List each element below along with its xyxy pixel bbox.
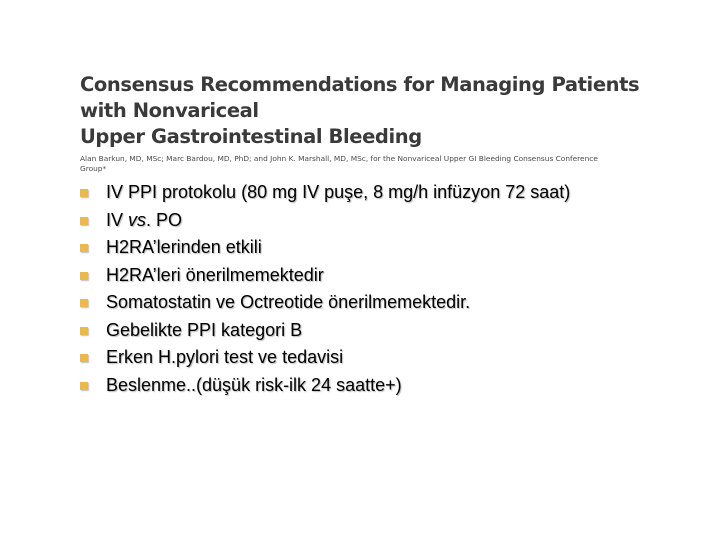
square-bullet-icon bbox=[80, 327, 88, 335]
bullet-text: Beslenme..(düşük risk-ilk 24 saatte+) bbox=[106, 374, 402, 395]
bullet-item bbox=[80, 234, 700, 262]
paper-title bbox=[80, 72, 640, 150]
square-bullet-icon bbox=[80, 354, 88, 362]
bullet-text: H2RA’leri önerilmemektedir bbox=[106, 264, 324, 285]
paper-title-line-2: Upper Gastrointestinal Bleeding bbox=[80, 125, 422, 148]
bullet-text: Erken H.pylori test ve tedavisi bbox=[106, 347, 344, 367]
bullet-text: Gebelikte PPI kategori B bbox=[106, 319, 303, 340]
bullet-text-italic: vs bbox=[128, 209, 147, 230]
bullet-item bbox=[80, 207, 700, 235]
square-bullet-icon bbox=[80, 244, 88, 252]
paper-authors: Alan Barkun, MD, MSc; Marc Bardou, MD, PhD; and John K. Marshall, MD, MSc, for the Nonvariceal Upper GI Bleeding Consensus Conference Group* bbox=[80, 154, 598, 173]
square-bullet-icon bbox=[80, 272, 88, 280]
bullet-item bbox=[80, 317, 700, 345]
square-bullet-icon bbox=[80, 189, 88, 197]
bullet-list bbox=[80, 179, 700, 399]
bullet-item bbox=[80, 344, 700, 372]
paper-title-line-1: Consensus Recommendations for Managing Patients with Nonvariceal bbox=[80, 73, 640, 122]
paper-header bbox=[80, 72, 640, 174]
bullet-item bbox=[80, 179, 700, 207]
square-bullet-icon bbox=[80, 382, 88, 390]
square-bullet-icon bbox=[80, 217, 88, 225]
bullet-item bbox=[80, 372, 700, 400]
bullet-text-suffix: . PO bbox=[146, 209, 183, 230]
bullet-item bbox=[80, 289, 700, 317]
square-bullet-icon bbox=[80, 299, 88, 307]
bullet-item bbox=[80, 262, 700, 290]
bullet-text: H2RA’lerinden etkili bbox=[106, 237, 262, 257]
bullet-text: Somatostatin ve Octreotide önerilmemektedir. bbox=[106, 292, 471, 312]
bullet-text-prefix: IV bbox=[106, 209, 129, 230]
bullet-text: IV PPI protokolu (80 mg IV puşe, 8 mg/h infüzyon 72 saat) bbox=[106, 182, 571, 202]
